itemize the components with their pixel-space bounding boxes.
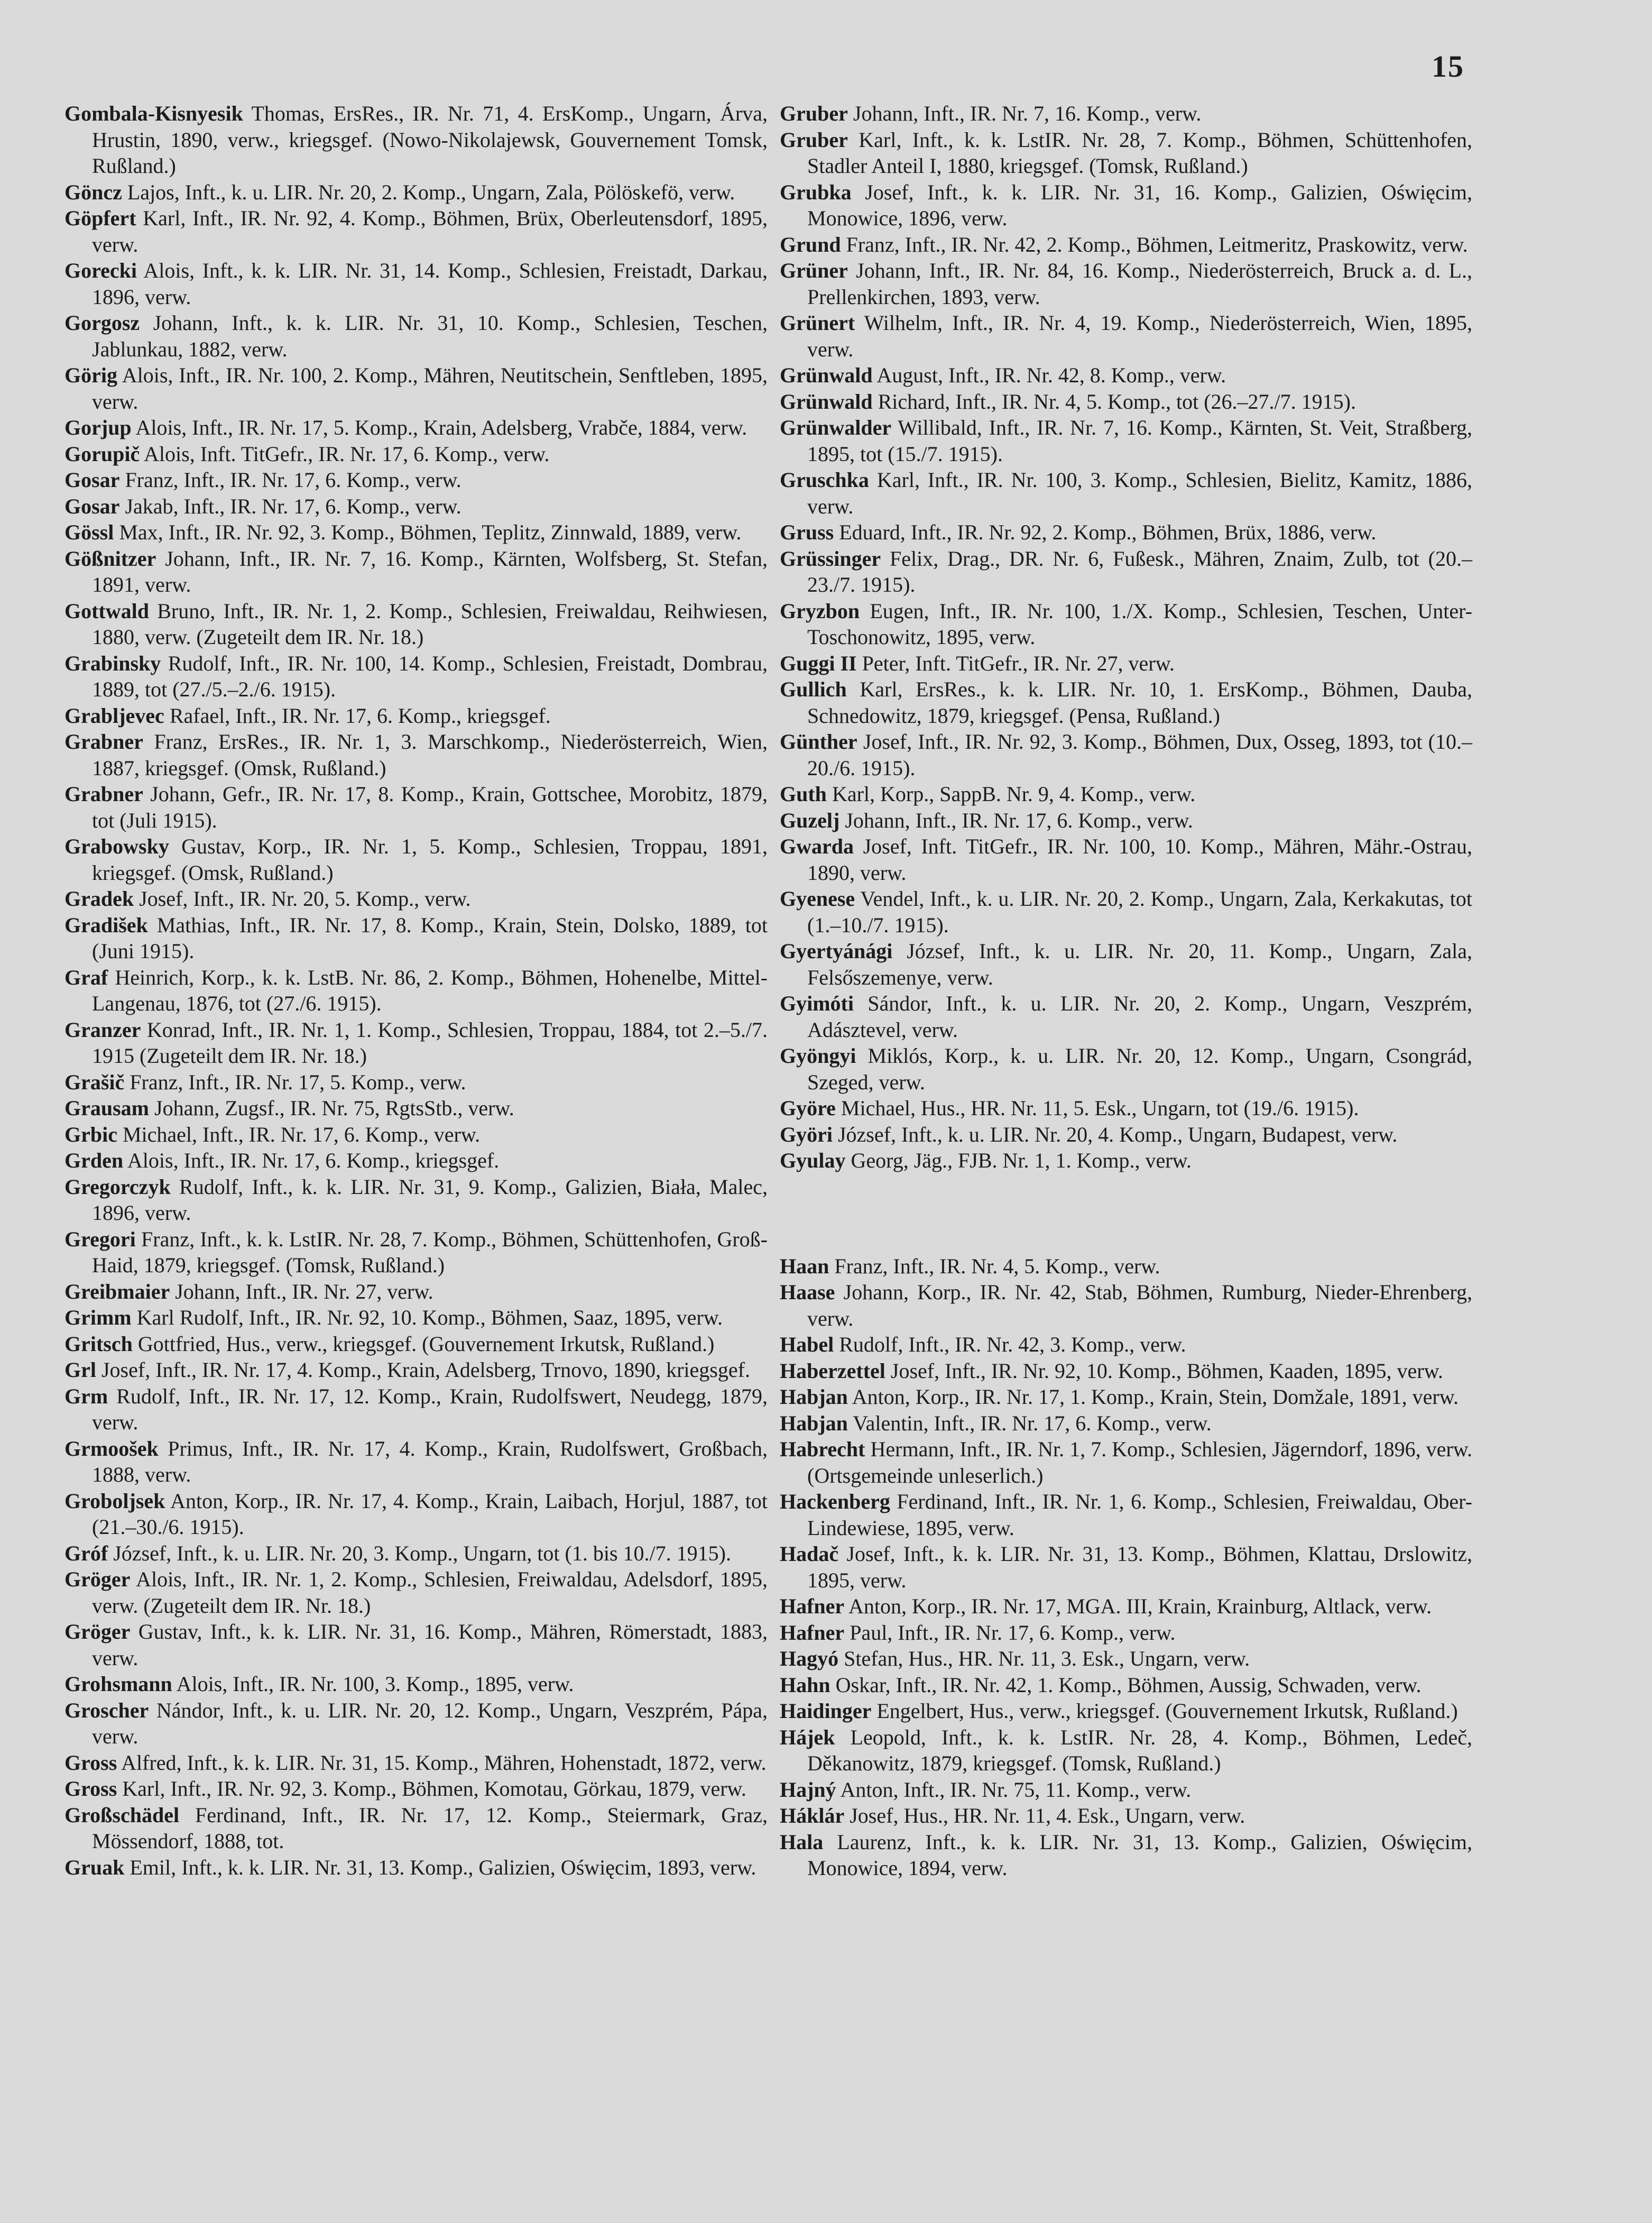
entry-surname: Grabljevec xyxy=(64,703,164,728)
entry-details: Engelbert, Hus., verw., kriegsgef. (Gouvernement Irkutsk, Rußland.) xyxy=(871,1699,1458,1723)
list-item xyxy=(64,1750,768,1776)
entry-details: József, Inft., k. u. LIR. Nr. 20, 11. Komp., Ungarn, Zala, Felsőszemenye, verw. xyxy=(807,939,1472,989)
entry-details: Miklós, Korp., k. u. LIR. Nr. 20, 12. Komp., Ungarn, Csongrád, Szeged, verw. xyxy=(807,1044,1472,1094)
entry-details: Georg, Jäg., FJB. Nr. 1, 1. Komp., verw. xyxy=(845,1149,1192,1172)
entry-details: Alois, Inft., k. k. LIR. Nr. 31, 14. Komp., Schlesien, Freistadt, Darkau, 1896, verw. xyxy=(92,259,768,309)
entry-surname: Habjan xyxy=(780,1385,848,1409)
entry-details: Primus, Inft., IR. Nr. 17, 4. Komp., Krain, Rudolfswert, Großbach, 1888, verw. xyxy=(92,1436,768,1486)
entry-details: Johann, Inft., IR. Nr. 7, 16. Komp., verw. xyxy=(847,102,1202,125)
list-item xyxy=(64,886,768,912)
list-item xyxy=(64,546,768,598)
right-column xyxy=(780,100,1472,1881)
entry-details: József, Inft., k. u. LIR. Nr. 20, 4. Komp., Ungarn, Budapest, verw. xyxy=(832,1122,1398,1146)
entry-surname: Györe xyxy=(780,1096,836,1120)
entry-details: Johann, Inft., IR. Nr. 17, 6. Komp., verw. xyxy=(839,808,1193,832)
left-column xyxy=(64,100,768,1880)
entry-surname: Greibmaier xyxy=(64,1279,170,1303)
entry-details: August, Inft., IR. Nr. 42, 8. Komp., verw. xyxy=(872,363,1226,387)
entry-details: Johann, Zugsf., IR. Nr. 75, RgtsStb., verw. xyxy=(149,1096,514,1120)
list-item xyxy=(780,362,1472,389)
entry-details: Anton, Korp., IR. Nr. 17, 4. Komp., Krain, Laibach, Horjul, 1887, tot (21.–30./6. 1915). xyxy=(92,1489,768,1539)
entry-details: Gustav, Korp., IR. Nr. 1, 5. Komp., Schlesien, Troppau, 1891, kriegsgef. (Omsk, Rußland.) xyxy=(92,834,768,885)
entry-surname: Grabner xyxy=(64,782,143,806)
list-item xyxy=(64,964,768,1017)
entry-details: Gottfried, Hus., verw., kriegsgef. (Gouvernement Irkutsk, Rußland.) xyxy=(132,1331,715,1356)
entry-surname: Gröger xyxy=(64,1620,131,1643)
entry-surname: Gyulay xyxy=(780,1149,846,1172)
entry-surname: Grabner xyxy=(64,730,143,754)
entry-details: Karl, Inft., IR. Nr. 92, 4. Komp., Böhmen, Brüx, Oberleutensdorf, 1895, verw. xyxy=(92,206,768,256)
entry-surname: Groboljsek xyxy=(64,1489,165,1513)
entry-surname: Grüssinger xyxy=(780,546,881,571)
entry-details: Anton, Korp., IR. Nr. 17, 1. Komp., Krain, Stein, Domžale, 1891, verw. xyxy=(847,1385,1459,1409)
entry-details: Leopold, Inft., k. k. LstIR. Nr. 28, 4. Komp., Böhmen, Ledeč, Děkanowitz, 1879, kriegsgef. (Tomsk, Rußland.) xyxy=(807,1725,1472,1775)
list-item xyxy=(64,1854,768,1881)
entry-surname: Habrecht xyxy=(780,1437,865,1461)
entry-details: Willibald, Inft., IR. Nr. 7, 16. Komp., Kärnten, St. Veit, Straßberg, 1895, tot (15./7. 1915). xyxy=(807,416,1472,466)
entry-details: Eduard, Inft., IR. Nr. 92, 2. Komp., Böhmen, Brüx, 1886, verw. xyxy=(834,520,1377,544)
page-number: 15 xyxy=(1432,49,1464,84)
entry-surname: Gruss xyxy=(780,520,834,544)
list-item xyxy=(780,310,1472,362)
entry-surname: Gorupič xyxy=(64,442,140,466)
entry-surname: Großschädel xyxy=(64,1803,180,1827)
list-item xyxy=(64,1122,768,1148)
entry-surname: Hahn xyxy=(780,1673,830,1697)
entry-surname: Grausam xyxy=(64,1096,149,1120)
entry-surname: Grbic xyxy=(64,1122,117,1146)
entry-details: József, Inft., k. u. LIR. Nr. 20, 3. Komp., Ungarn, tot (1. bis 10./7. 1915). xyxy=(108,1541,731,1565)
list-item xyxy=(64,729,768,781)
list-item xyxy=(64,493,768,520)
list-item xyxy=(780,1384,1472,1410)
list-item xyxy=(780,1672,1472,1698)
list-item xyxy=(64,1331,768,1357)
list-item xyxy=(64,415,768,441)
entry-details: Max, Inft., IR. Nr. 92, 3. Komp., Böhmen, Teplitz, Zinnwald, 1889, verw. xyxy=(114,520,742,544)
list-item xyxy=(780,990,1472,1043)
list-item xyxy=(64,1802,768,1854)
list-item xyxy=(64,912,768,964)
entry-surname: Grmoošek xyxy=(64,1436,159,1460)
entry-surname: Grden xyxy=(64,1149,124,1172)
list-item xyxy=(64,1017,768,1069)
entry-surname: Gyöngyi xyxy=(780,1044,856,1068)
entry-surname: Grohsmann xyxy=(64,1672,172,1696)
entry-surname: Haberzettel xyxy=(780,1358,885,1383)
entry-details: Rudolf, Inft., IR. Nr. 100, 14. Komp., Schlesien, Freistadt, Dombrau, 1889, tot (27./5.–2./6. 1915). xyxy=(92,651,768,701)
list-item xyxy=(64,1619,768,1671)
entry-details: Ferdinand, Inft., IR. Nr. 17, 12. Komp., Steiermark, Graz, Mössendorf, 1888, tot. xyxy=(92,1803,768,1853)
entry-details: Emil, Inft., k. k. LIR. Nr. 31, 13. Komp., Galizien, Oświęcim, 1893, verw. xyxy=(124,1855,756,1879)
list-item xyxy=(64,598,768,650)
entry-surname: Gradek xyxy=(64,887,134,911)
entry-surname: Guggi II xyxy=(780,651,857,675)
list-item xyxy=(64,1383,768,1436)
entry-details: Alois, Inft., IR. Nr. 100, 3. Komp., 1895, verw. xyxy=(172,1672,574,1696)
entry-surname: Gottwald xyxy=(64,599,149,623)
entry-surname: Gröger xyxy=(64,1567,131,1591)
entry-details: Alois, Inft., IR. Nr. 17, 5. Komp., Krain, Adelsberg, Vrabče, 1884, verw. xyxy=(131,416,747,439)
entry-surname: Gross xyxy=(64,1777,117,1801)
list-item xyxy=(780,415,1472,467)
list-item xyxy=(64,1488,768,1540)
list-item xyxy=(64,781,768,833)
entry-details: Alois, Inft., IR. Nr. 100, 2. Komp., Mähren, Neutitschein, Senftleben, 1895, verw. xyxy=(92,363,768,414)
entry-surname: Grl xyxy=(64,1358,96,1382)
entry-surname: Guzelj xyxy=(780,808,840,832)
entry-details: Thomas, ErsRes., IR. Nr. 71, 4. ErsKomp., Ungarn, Árva, Hrustin, 1890, verw., kriegsgef. (Nowo-Nikolajewsk, Gouvernement Tomsk, Rußland.) xyxy=(92,102,768,178)
list-item xyxy=(64,1174,768,1226)
entry-details: Karl Rudolf, Inft., IR. Nr. 92, 10. Komp., Böhmen, Saaz, 1895, verw. xyxy=(131,1306,723,1329)
entry-surname: Hackenberg xyxy=(780,1490,890,1513)
list-item xyxy=(64,362,768,415)
entry-surname: Gruak xyxy=(64,1855,125,1879)
entry-surname: Gyertyánági xyxy=(780,939,893,963)
entry-details: Anton, Inft., IR. Nr. 75, 11. Komp., verw. xyxy=(836,1777,1192,1802)
entry-details: Franz, Inft., IR. Nr. 17, 5. Komp., verw. xyxy=(124,1070,466,1094)
entry-details: Gustav, Inft., k. k. LIR. Nr. 31, 16. Komp., Mähren, Römerstadt, 1883, verw. xyxy=(92,1620,768,1670)
entry-surname: Gössl xyxy=(64,520,114,544)
list-item xyxy=(780,1620,1472,1646)
list-item xyxy=(64,1147,768,1174)
list-item xyxy=(780,650,1472,677)
entry-surname: Grünert xyxy=(780,311,855,335)
list-item xyxy=(64,1566,768,1619)
entry-details: Peter, Inft. TitGefr., IR. Nr. 27, verw. xyxy=(856,651,1175,675)
list-item xyxy=(64,833,768,886)
entry-details: Heinrich, Korp., k. k. LstB. Nr. 86, 2. Komp., Böhmen, Hohenelbe, Mittel-Langenau, 1876, tot (27./6. 1915). xyxy=(92,965,768,1015)
right-column-h-entries xyxy=(780,1253,1472,1881)
entry-surname: Groscher xyxy=(64,1698,149,1722)
list-item xyxy=(780,1803,1472,1829)
entry-surname: Grimm xyxy=(64,1306,132,1329)
entry-details: Josef, Hus., HR. Nr. 11, 4. Esk., Ungarn, verw. xyxy=(844,1804,1245,1827)
entry-surname: Gößnitzer xyxy=(64,546,156,571)
entry-surname: Gruschka xyxy=(780,468,869,492)
list-item xyxy=(780,1777,1472,1803)
entry-details: Franz, Inft., IR. Nr. 42, 2. Komp., Böhmen, Leitmeritz, Praskowitz, verw. xyxy=(841,232,1468,256)
entry-details: Lajos, Inft., k. u. LIR. Nr. 20, 2. Komp., Ungarn, Zala, Pölöskefö, verw. xyxy=(122,180,735,204)
entry-details: Oskar, Inft., IR. Nr. 42, 1. Komp., Böhmen, Aussig, Schwaden, verw. xyxy=(830,1673,1422,1697)
entry-details: Johann, Gefr., IR. Nr. 17, 8. Komp., Krain, Gottschee, Morobitz, 1879, tot (Juli 1915). xyxy=(92,782,768,832)
list-item xyxy=(64,1540,768,1567)
entry-details: Johann, Inft., IR. Nr. 27, verw. xyxy=(170,1279,433,1303)
entry-surname: Gregori xyxy=(64,1227,136,1251)
list-item xyxy=(64,519,768,546)
entry-surname: Gyenese xyxy=(780,887,855,911)
entry-surname: Hala xyxy=(780,1830,824,1854)
entry-surname: Gullich xyxy=(780,677,847,701)
list-item xyxy=(780,179,1472,232)
list-item xyxy=(780,1253,1472,1280)
section-gap xyxy=(780,1174,1472,1253)
entry-surname: Grubka xyxy=(780,180,852,204)
list-item xyxy=(780,1043,1472,1095)
entry-surname: Gombala-Kisnyesik xyxy=(64,102,243,125)
entry-surname: Háklár xyxy=(780,1804,845,1827)
entry-surname: Gorjup xyxy=(64,416,132,439)
list-item xyxy=(64,1776,768,1802)
entry-details: Johann, Inft., IR. Nr. 84, 16. Komp., Niederösterreich, Bruck a. d. L., Prellenkirchen, 1893, verw. xyxy=(807,259,1472,309)
entry-surname: Grabinsky xyxy=(64,651,161,675)
list-item xyxy=(780,676,1472,729)
list-item xyxy=(64,703,768,729)
entry-details: Eugen, Inft., IR. Nr. 100, 1./X. Komp., Schlesien, Teschen, Unter-Toschonowitz, 1895, verw. xyxy=(807,599,1472,649)
entry-details: Karl, ErsRes., k. k. LIR. Nr. 10, 1. ErsKomp., Böhmen, Dauba, Schnedowitz, 1879, kriegsgef. (Pensa, Rußland.) xyxy=(807,677,1472,728)
list-item xyxy=(780,1279,1472,1331)
entry-details: Rafael, Inft., IR. Nr. 17, 6. Komp., kriegsgef. xyxy=(164,703,551,728)
entry-details: Michael, Inft., IR. Nr. 17, 6. Komp., verw. xyxy=(117,1122,481,1146)
entry-details: Karl, Inft., IR. Nr. 92, 3. Komp., Böhmen, Komotau, Görkau, 1879, verw. xyxy=(117,1777,746,1801)
entry-details: Alois, Inft., IR. Nr. 1, 2. Komp., Schlesien, Freiwaldau, Adelsdorf, 1895, verw. (Zugeteilt dem IR. Nr. 18.) xyxy=(92,1567,768,1618)
list-item xyxy=(64,310,768,362)
list-item xyxy=(780,729,1472,781)
entry-surname: Gruber xyxy=(780,102,848,125)
entry-details: Felix, Drag., DR. Nr. 6, Fußesk., Mähren, Znaim, Zulb, tot (20.–23./7. 1915). xyxy=(807,546,1472,596)
list-item xyxy=(780,1698,1472,1724)
list-item xyxy=(780,1646,1472,1672)
entry-details: Franz, Inft., IR. Nr. 4, 5. Komp., verw. xyxy=(829,1254,1160,1278)
entry-surname: Hajný xyxy=(780,1777,836,1802)
list-item xyxy=(780,1541,1472,1593)
list-item xyxy=(780,258,1472,310)
list-item xyxy=(780,127,1472,179)
entry-surname: Göncz xyxy=(64,180,122,204)
list-item xyxy=(780,598,1472,650)
list-item xyxy=(780,1147,1472,1174)
entry-details: Valentin, Inft., IR. Nr. 17, 6. Komp., verw. xyxy=(847,1411,1212,1435)
entry-details: Hermann, Inft., IR. Nr. 1, 7. Komp., Schlesien, Jägerndorf, 1896, verw. (Ortsgemeinde unleserlich.) xyxy=(807,1437,1472,1487)
list-item xyxy=(64,205,768,258)
entry-surname: Grabowsky xyxy=(64,834,169,858)
entry-surname: Guth xyxy=(780,782,827,806)
entry-details: Josef, Inft., IR. Nr. 92, 3. Komp., Böhmen, Dux, Osseg, 1893, tot (10.–20./6. 1915). xyxy=(807,730,1472,780)
entry-surname: Hájek xyxy=(780,1725,835,1749)
list-item xyxy=(780,781,1472,807)
list-item xyxy=(780,1122,1472,1148)
entry-surname: Gróf xyxy=(64,1541,108,1565)
list-item xyxy=(64,650,768,703)
entry-surname: Gorecki xyxy=(64,259,137,282)
list-item xyxy=(64,1436,768,1488)
entry-details: Johann, Korp., IR. Nr. 42, Stab, Böhmen, Rumburg, Nieder-Ehrenberg, verw. xyxy=(807,1280,1472,1330)
entry-surname: Günther xyxy=(780,730,857,754)
list-item xyxy=(780,546,1472,598)
entry-surname: Grm xyxy=(64,1384,108,1408)
list-item xyxy=(64,1279,768,1305)
list-item xyxy=(780,1724,1472,1777)
entry-surname: Haase xyxy=(780,1280,835,1304)
entry-surname: Gosar xyxy=(64,468,120,492)
entry-surname: Gross xyxy=(64,1750,117,1775)
entry-details: Mathias, Inft., IR. Nr. 17, 8. Komp., Krain, Stein, Dolsko, 1889, tot (Juni 1915). xyxy=(92,913,768,963)
entry-surname: Hafner xyxy=(780,1594,845,1618)
entry-details: Karl, Inft., IR. Nr. 100, 3. Komp., Schlesien, Bielitz, Kamitz, 1886, verw. xyxy=(807,468,1472,518)
entry-details: Wilhelm, Inft., IR. Nr. 4, 19. Komp., Niederösterreich, Wien, 1895, verw. xyxy=(807,311,1472,361)
entry-details: Ferdinand, Inft., IR. Nr. 1, 6. Komp., Schlesien, Freiwaldau, Ober-Lindewiese, 1895, verw. xyxy=(807,1490,1472,1540)
list-item xyxy=(64,100,768,179)
entry-surname: Grünwald xyxy=(780,363,873,387)
list-item xyxy=(780,1358,1472,1384)
entry-details: Franz, ErsRes., IR. Nr. 1, 3. Marschkomp., Niederösterreich, Wien, 1887, kriegsgef. (Omsk, Rußland.) xyxy=(92,730,768,780)
entry-surname: Gorgosz xyxy=(64,311,140,335)
entry-details: Konrad, Inft., IR. Nr. 1, 1. Komp., Schlesien, Troppau, 1884, tot 2.–5./7. 1915 (Zugeteilt dem IR. Nr. 18.) xyxy=(92,1017,768,1068)
list-item xyxy=(64,441,768,467)
list-item xyxy=(64,258,768,310)
entry-details: Josef, Inft., k. k. LIR. Nr. 31, 16. Komp., Galizien, Oświęcim, Monowice, 1896, verw. xyxy=(807,180,1472,230)
entry-surname: Grüner xyxy=(780,259,848,282)
entry-surname: Grünwald xyxy=(780,389,873,414)
entry-surname: Haan xyxy=(780,1254,829,1278)
list-item xyxy=(780,1489,1472,1541)
entry-details: Jakab, Inft., IR. Nr. 17, 6. Komp., verw. xyxy=(119,494,462,518)
list-item xyxy=(780,938,1472,990)
entry-details: Nándor, Inft., k. u. LIR. Nr. 20, 12. Komp., Ungarn, Veszprém, Pápa, verw. xyxy=(92,1698,768,1748)
entry-surname: Gregorczyk xyxy=(64,1174,171,1199)
list-item xyxy=(64,1357,768,1383)
entry-details: Laurenz, Inft., k. k. LIR. Nr. 31, 13. Komp., Galizien, Oświęcim, Monowice, 1894, verw. xyxy=(807,1830,1472,1880)
list-item xyxy=(780,232,1472,258)
list-item xyxy=(780,100,1472,127)
entry-details: Michael, Hus., HR. Nr. 11, 5. Esk., Ungarn, tot (19./6. 1915). xyxy=(835,1096,1359,1120)
entry-details: Johann, Inft., IR. Nr. 7, 16. Komp., Kärnten, Wolfsberg, St. Stefan, 1891, verw. xyxy=(92,546,768,596)
entry-details: Rudolf, Inft., IR. Nr. 17, 12. Komp., Krain, Rudolfswert, Neudegg, 1879, verw. xyxy=(92,1384,768,1434)
entry-details: Bruno, Inft., IR. Nr. 1, 2. Komp., Schlesien, Freiwaldau, Reihwiesen, 1880, verw. (Zugeteilt dem IR. Nr. 18.) xyxy=(92,599,768,649)
entry-details: Josef, Inft. TitGefr., IR. Nr. 100, 10. Komp., Mähren, Mähr.-Ostrau, 1890, verw. xyxy=(807,834,1472,885)
entry-surname: Grund xyxy=(780,232,841,256)
entry-details: Alois, Inft., IR. Nr. 17, 6. Komp., kriegsgef. xyxy=(123,1149,500,1172)
list-item xyxy=(780,1095,1472,1122)
entry-surname: Gwarda xyxy=(780,834,854,858)
entry-surname: Granzer xyxy=(64,1017,141,1042)
entry-details: Rudolf, Inft., k. k. LIR. Nr. 31, 9. Komp., Galizien, Biała, Malec, 1896, verw. xyxy=(92,1174,768,1225)
list-item xyxy=(780,1436,1472,1489)
list-item xyxy=(780,1410,1472,1437)
entry-details: Stefan, Hus., HR. Nr. 11, 3. Esk., Ungarn, verw. xyxy=(838,1647,1250,1670)
list-item xyxy=(780,467,1472,519)
entry-surname: Habjan xyxy=(780,1411,848,1435)
entry-details: Alfred, Inft., k. k. LIR. Nr. 31, 15. Komp., Mähren, Hohenstadt, 1872, verw. xyxy=(117,1750,767,1775)
entry-details: Johann, Inft., k. k. LIR. Nr. 31, 10. Komp., Schlesien, Teschen, Jablunkau, 1882, verw. xyxy=(92,311,768,361)
entry-details: Richard, Inft., IR. Nr. 4, 5. Komp., tot (26.–27./7. 1915). xyxy=(872,389,1356,414)
entry-surname: Gryzbon xyxy=(780,599,860,623)
entry-details: Anton, Korp., IR. Nr. 17, MGA. III, Krain, Krainburg, Altlack, verw. xyxy=(844,1594,1432,1618)
list-item xyxy=(780,886,1472,938)
list-item xyxy=(64,1305,768,1331)
entry-details: Alois, Inft. TitGefr., IR. Nr. 17, 6. Komp., verw. xyxy=(140,442,550,466)
list-item xyxy=(780,807,1472,834)
entry-surname: Gritsch xyxy=(64,1331,133,1356)
entry-surname: Györi xyxy=(780,1122,833,1146)
entry-surname: Graf xyxy=(64,965,108,989)
entry-details: Josef, Inft., k. k. LIR. Nr. 31, 13. Komp., Böhmen, Klattau, Drslowitz, 1895, verw. xyxy=(807,1542,1472,1592)
entry-details: Vendel, Inft., k. u. LIR. Nr. 20, 2. Komp., Ungarn, Zala, Kerkakutas, tot (1.–10./7. 1915). xyxy=(807,887,1472,937)
list-item xyxy=(64,1226,768,1279)
entry-surname: Haidinger xyxy=(780,1699,872,1723)
list-item xyxy=(780,1829,1472,1881)
entry-surname: Habel xyxy=(780,1333,834,1356)
list-item xyxy=(780,519,1472,546)
entry-details: Paul, Inft., IR. Nr. 17, 6. Komp., verw. xyxy=(844,1620,1176,1645)
entry-surname: Göpfert xyxy=(64,206,136,230)
entry-surname: Hadač xyxy=(780,1542,839,1566)
entry-surname: Grašič xyxy=(64,1070,125,1094)
entry-details: Karl, Korp., SappB. Nr. 9, 4. Komp., verw. xyxy=(826,782,1196,806)
entry-details: Sándor, Inft., k. u. LIR. Nr. 20, 2. Komp., Ungarn, Veszprém, Adásztevel, verw. xyxy=(807,991,1472,1042)
right-column-g-entries xyxy=(780,100,1472,1174)
list-item xyxy=(780,389,1472,415)
list-item xyxy=(64,1095,768,1122)
entry-surname: Gyimóti xyxy=(780,991,854,1015)
list-item xyxy=(64,467,768,493)
list-item xyxy=(64,179,768,206)
list-item xyxy=(64,1697,768,1750)
list-item xyxy=(780,1593,1472,1620)
list-item xyxy=(64,1671,768,1697)
entry-surname: Grünwalder xyxy=(780,416,892,439)
entry-details: Josef, Inft., IR. Nr. 20, 5. Komp., verw. xyxy=(134,887,471,911)
entry-surname: Gosar xyxy=(64,494,120,518)
list-item xyxy=(780,1331,1472,1358)
entry-surname: Gruber xyxy=(780,127,848,152)
entry-details: Franz, Inft., k. k. LstIR. Nr. 28, 7. Komp., Böhmen, Schüttenhofen, Groß-Haid, 1879, kriegsgef. (Tomsk, Rußland.) xyxy=(92,1227,768,1277)
entry-surname: Görig xyxy=(64,363,117,387)
entry-details: Franz, Inft., IR. Nr. 17, 6. Komp., verw. xyxy=(119,468,462,492)
list-item xyxy=(780,833,1472,886)
entry-details: Rudolf, Inft., IR. Nr. 42, 3. Komp., verw. xyxy=(834,1333,1186,1356)
entry-surname: Hagyó xyxy=(780,1647,839,1670)
entry-details: Josef, Inft., IR. Nr. 17, 4. Komp., Krain, Adelsberg, Trnovo, 1890, kriegsgef. xyxy=(96,1358,750,1382)
entry-surname: Hafner xyxy=(780,1620,845,1645)
entry-details: Josef, Inft., IR. Nr. 92, 10. Komp., Böhmen, Kaaden, 1895, verw. xyxy=(885,1358,1443,1383)
entry-surname: Gradišek xyxy=(64,913,148,937)
list-item xyxy=(64,1069,768,1096)
entry-details: Karl, Inft., k. k. LstIR. Nr. 28, 7. Komp., Böhmen, Schüttenhofen, Stadler Anteil I, 1880, kriegsgef. (Tomsk, Rußland.) xyxy=(807,127,1472,178)
